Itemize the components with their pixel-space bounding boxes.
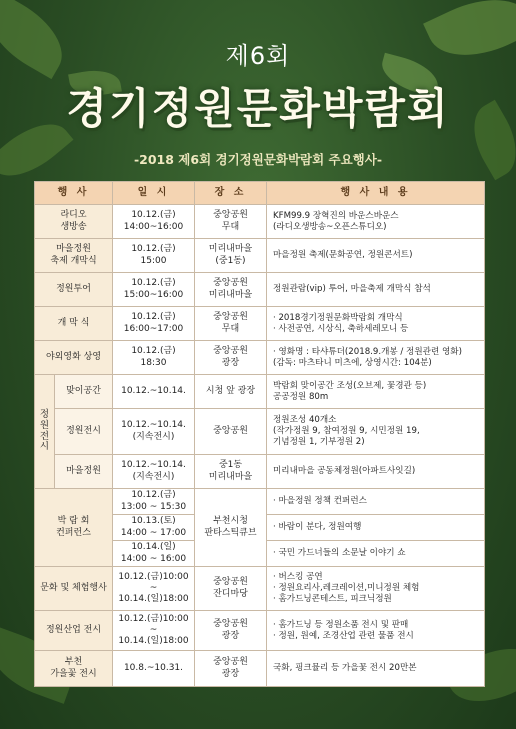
event-place: 중앙공원 미리내마을 <box>195 273 267 307</box>
event-name: 부천 가을꽃 전시 <box>35 651 113 687</box>
event-name: 맞이공간 <box>55 375 113 409</box>
event-content: 정원조성 40개소 (작가정원 9, 참여정원 9, 시민정원 19, 기념정원 1, 기부정원 2) <box>267 409 485 455</box>
event-time: 10.12.(금) 15:00 <box>113 239 195 273</box>
column-header-place: 장 소 <box>195 182 267 205</box>
event-content: 미리내마을 공동체정원(아파트사잇길) <box>267 455 485 489</box>
event-time: 10.12.~10.14. (지속전시) <box>113 455 195 489</box>
event-content: 정원관람(vip) 투어, 마을축제 개막식 참석 <box>267 273 485 307</box>
table-row <box>35 239 485 273</box>
poster-title: 경기정원문화박람회 <box>66 84 450 133</box>
event-content: · 마을정원 정책 컨퍼런스 <box>267 489 485 515</box>
column-header-time: 일 시 <box>113 182 195 205</box>
poster-subtitle: -2018 제6회 경기정원문화박람회 주요행사- <box>133 152 383 167</box>
event-place: 중앙공원 광장 <box>195 651 267 687</box>
event-name: 박 람 회 컨퍼런스 <box>35 489 113 567</box>
event-name: 마을정원 축제 개막식 <box>35 239 113 273</box>
event-name: 정원산업 전시 <box>35 611 113 651</box>
event-name: 야외영화 상영 <box>35 341 113 375</box>
event-content: 박람회 맞이공간 조성(오브제, 꽃경관 등) 공공정원 80m <box>267 375 485 409</box>
event-time: 10.12.(금) 15:00~16:00 <box>113 273 195 307</box>
schedule-table <box>34 181 485 687</box>
event-time: 10.12.(금) 13:00 ~ 15:30 <box>113 489 195 515</box>
event-place: 중앙공원 <box>195 409 267 455</box>
table-row <box>35 307 485 341</box>
table-row <box>35 375 485 409</box>
column-header-content: 행 사 내 용 <box>267 182 485 205</box>
event-content: · 홈가드닝 등 정원소품 전시 및 판매 · 정원, 원예, 조경산업 관련 물품 전시 <box>267 611 485 651</box>
table-row <box>35 567 485 611</box>
event-place: 중앙공원 잔디마당 <box>195 567 267 611</box>
event-name: 정원투어 <box>35 273 113 307</box>
event-name: 마을정원 <box>55 455 113 489</box>
table-header-row <box>35 182 485 205</box>
event-time: 10.13.(토) 14:00 ~ 17:00 <box>113 515 195 541</box>
event-time: 10.12.(금) 16:00~17:00 <box>113 307 195 341</box>
column-header-event: 행 사 <box>35 182 113 205</box>
garden-group-label: 정 원 전 시 <box>35 375 55 489</box>
table-row <box>35 489 485 515</box>
event-content: · 영화명 : 타샤튜더(2018.9.개봉 / 정원관련 영화) (감독: 마츠타니 미츠에, 상영시간: 104분) <box>267 341 485 375</box>
event-time: 10.12.(금)10:00 ~ 10.14.(일)18:00 <box>113 611 195 651</box>
event-time: 10.12.(금) 18:30 <box>113 341 195 375</box>
event-place: 중1동 미리내마을 <box>195 455 267 489</box>
event-content: · 2018경기정원문화박람회 개막식 · 사전공연, 시상식, 축하세레모니 등 <box>267 307 485 341</box>
table-row <box>35 651 485 687</box>
event-time: 10.12.~10.14. <box>113 375 195 409</box>
event-name: 문화 및 체험행사 <box>35 567 113 611</box>
event-time: 10.12.(금)10:00 ~ 10.14.(일)18:00 <box>113 567 195 611</box>
event-content: · 바람이 분다, 정원여행 <box>267 515 485 541</box>
event-place: 미리내마을 (중1동) <box>195 239 267 273</box>
event-place: 중앙공원 무대 <box>195 205 267 239</box>
table-row <box>35 341 485 375</box>
event-content: · 국민 가드너들의 소문날 이야기 쇼 <box>267 541 485 567</box>
event-time: 10.12.(금) 14:00~16:00 <box>113 205 195 239</box>
event-content: · 버스킹 공연 · 정원요리사,레크레이션,미니정원 체험 · 홈가드닝콘테스트, 피크닉정원 <box>267 567 485 611</box>
event-content: 마을정원 축제(문화공연, 정원콘서트) <box>267 239 485 273</box>
event-place: 중앙공원 무대 <box>195 307 267 341</box>
event-name: 라디오 생방송 <box>35 205 113 239</box>
event-place: 부천시청 판타스틱큐브 <box>195 489 267 567</box>
table-row <box>35 409 485 455</box>
edition-label: 제6회 <box>225 42 291 70</box>
event-place: 중앙공원 광장 <box>195 341 267 375</box>
event-content: 국화, 핑크뮬리 등 가을꽃 전시 20만본 <box>267 651 485 687</box>
poster-header <box>0 0 516 178</box>
table-row <box>35 611 485 651</box>
event-time: 10.14.(일) 14:00 ~ 16:00 <box>113 541 195 567</box>
event-place: 시청 앞 광장 <box>195 375 267 409</box>
event-content: KFM99.9 장혁진의 바운스바운스 (라디오생방송~오픈스튜디오) <box>267 205 485 239</box>
schedule-table-container <box>34 181 484 687</box>
event-time: 10.12.~10.14. (지속전시) <box>113 409 195 455</box>
event-name: 정원전시 <box>55 409 113 455</box>
event-place: 중앙공원 광장 <box>195 611 267 651</box>
table-row <box>35 455 485 489</box>
event-time: 10.8.~10.31. <box>113 651 195 687</box>
table-row <box>35 273 485 307</box>
table-row <box>35 205 485 239</box>
event-name: 개 막 식 <box>35 307 113 341</box>
